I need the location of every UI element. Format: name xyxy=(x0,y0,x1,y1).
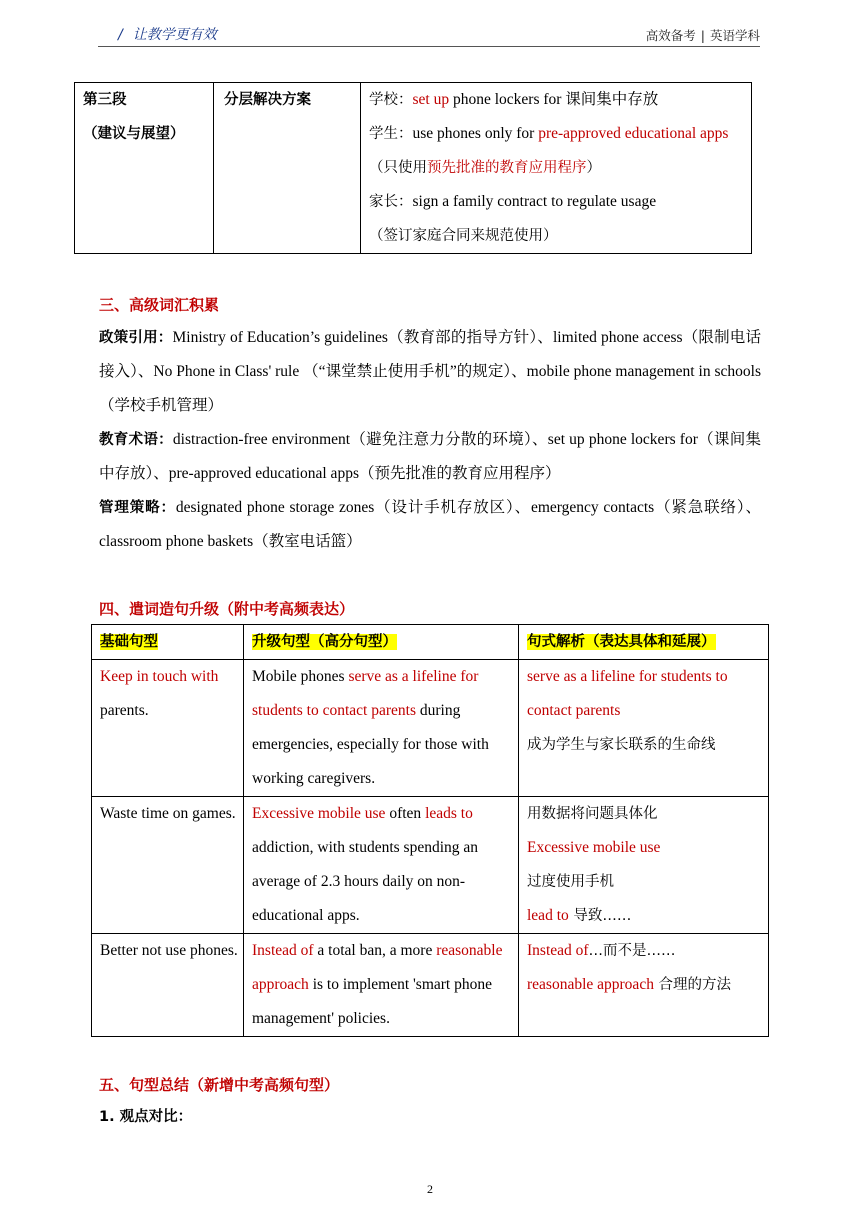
basic-cell: Waste time on games. xyxy=(92,797,244,934)
detail-cell xyxy=(361,83,752,254)
section-title: 四、遣词造句升级（附中考高频表达） xyxy=(99,600,355,618)
pattern-item: 1. 观点对比： xyxy=(99,1109,193,1125)
table-row xyxy=(92,797,769,934)
header-subject: 高效备考 | 英语学科 xyxy=(645,28,760,43)
school-line: 学校：set up phone lockers for 课间集中存放 xyxy=(369,91,659,108)
table-row xyxy=(92,660,769,797)
student-line: 学生：use phones only for pre-approved educational apps（只使用预先批准的教育应用程序） xyxy=(369,125,729,176)
section-title: 五、句型总结（新增中考高频句型） xyxy=(99,1076,340,1094)
analysis-cell: 用数据将问题具体化 Excessive mobile use 过度使用手机 lead to 导致…… xyxy=(519,797,769,934)
analysis-cell: Instead of…而不是…… reasonable approach 合理的方法 xyxy=(519,934,769,1037)
header-slogan: / 让教学更有效 xyxy=(118,27,217,43)
vocab-management: 管理策略：designated phone storage zones（设计手机存放区）、emergency contacts（紧急联络）、classroom phone baskets（教室电话篮） xyxy=(99,499,761,550)
solution-table xyxy=(74,82,752,254)
basic-cell: Better not use phones. xyxy=(92,934,244,1037)
header-cell: 句式解析（表达具体和延展） xyxy=(519,625,769,660)
table-header-row xyxy=(92,625,769,660)
analysis-cell: serve as a lifeline for students to contact parents 成为学生与家长联系的生命线 xyxy=(519,660,769,797)
table-row xyxy=(75,83,752,254)
header-cell: 升级句型（高分句型） xyxy=(244,625,519,660)
sentence-upgrade-table xyxy=(91,624,769,1037)
parent-cn-line: （签订家庭合同来规范使用） xyxy=(369,228,558,244)
paragraph-cell: 第三段 （建议与展望） xyxy=(75,83,214,254)
page-header xyxy=(98,24,760,47)
vocab-policy: 政策引用：Ministry of Education’s guidelines（教育部的指导方针）、limited phone access（限制电话接入）、No Phone in Class' rule （“课堂禁止使用手机”的规定）、mobile phone management in schools（学校手机管理） xyxy=(99,329,761,414)
table-row xyxy=(92,934,769,1037)
upgrade-cell: Excessive mobile use often leads to addiction, with students spending an average of 2.3 hours daily on non-educational apps. xyxy=(244,797,519,934)
content-cell: 分层解决方案 xyxy=(214,83,361,254)
parent-line: 家长：sign a family contract to regulate usage xyxy=(369,193,657,210)
upgrade-cell: Mobile phones serve as a lifeline for students to contact parents during emergencies, especially for those with working caregivers. xyxy=(244,660,519,797)
header-cell: 基础句型 xyxy=(92,625,244,660)
basic-cell: Keep in touch with parents. xyxy=(92,660,244,797)
section-title: 三、高级词汇积累 xyxy=(99,296,220,314)
upgrade-cell: Instead of a total ban, a more reasonable approach is to implement 'smart phone management' policies. xyxy=(244,934,519,1037)
vocab-education: 教育术语：distraction-free environment（避免注意力分散的环境）、set up phone lockers for（课间集中存放）、pre-approved educational apps（预先批准的教育应用程序） xyxy=(99,431,761,482)
page-number: 2 xyxy=(427,1182,433,1196)
